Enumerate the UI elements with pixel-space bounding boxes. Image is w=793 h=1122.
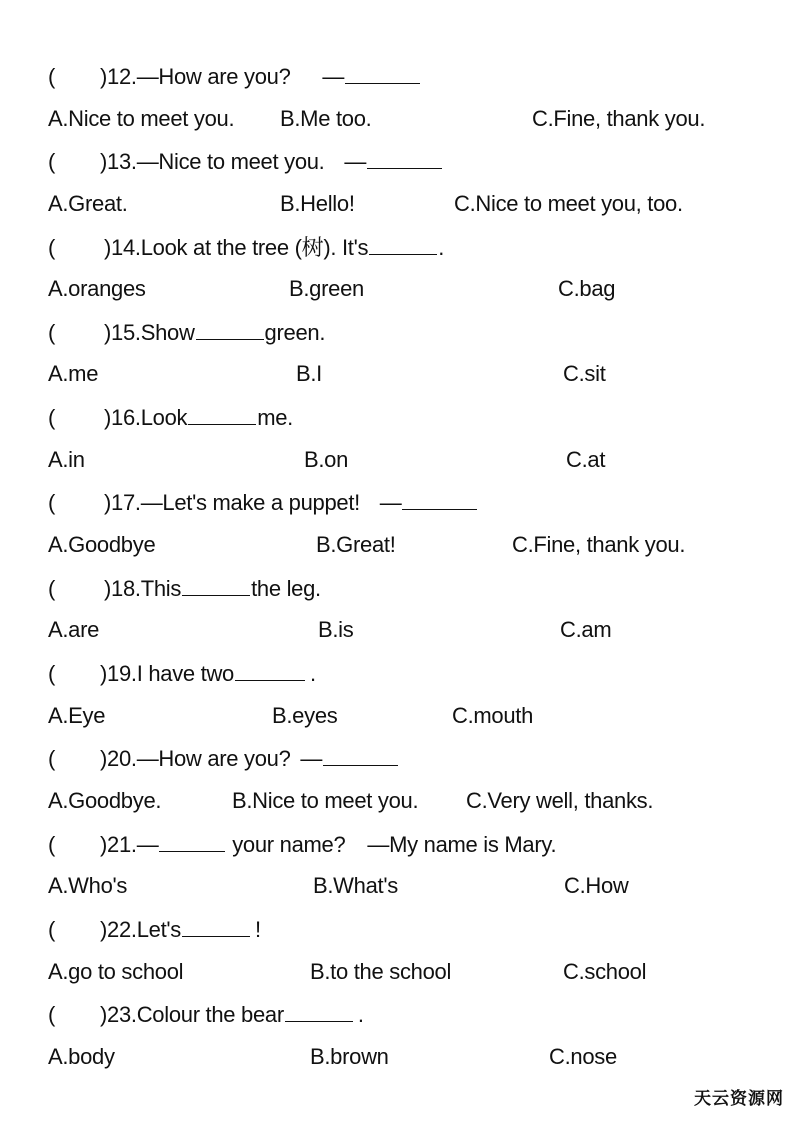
answer-blank[interactable]: [159, 829, 225, 852]
after-blank-text: your name?: [232, 832, 346, 857]
answer-paren[interactable]: (: [48, 576, 56, 601]
dash: —: [300, 746, 323, 771]
after-blank-text: !: [255, 917, 261, 942]
question-text: )18.This: [104, 576, 182, 601]
site-watermark: 天云资源网: [694, 1089, 784, 1109]
question-text: )23.Colour the bear: [100, 1002, 284, 1027]
options-19: [48, 701, 748, 731]
answer-paren[interactable]: (: [48, 149, 56, 174]
dash: —: [379, 490, 402, 515]
option-b[interactable]: B.Hello!: [280, 191, 355, 216]
option-c[interactable]: C.school: [563, 959, 647, 984]
option-a[interactable]: A.Great.: [48, 191, 128, 216]
answer-paren[interactable]: (: [48, 746, 56, 771]
option-b[interactable]: B.Me too.: [280, 106, 372, 131]
answer-paren[interactable]: (: [48, 405, 56, 430]
options-15: [48, 359, 748, 389]
option-a[interactable]: A.are: [48, 617, 100, 642]
question-text: )13.—Nice to meet you.: [100, 149, 325, 174]
answer-blank[interactable]: [285, 999, 353, 1022]
question-12: [48, 61, 421, 91]
answer-paren[interactable]: (: [48, 1002, 56, 1027]
question-text: )20.—How are you?: [100, 746, 291, 771]
question-16: [48, 402, 293, 432]
options-18: [48, 615, 748, 645]
answer-paren[interactable]: (: [48, 832, 56, 857]
option-c[interactable]: C.How: [564, 873, 629, 898]
question-23: [48, 999, 364, 1029]
option-c[interactable]: C.Fine, thank you.: [512, 532, 686, 557]
dash: —: [322, 64, 345, 89]
answer-text: —My name is Mary.: [367, 832, 557, 857]
option-b[interactable]: B.on: [304, 447, 349, 472]
option-c[interactable]: C.mouth: [452, 703, 534, 728]
answer-blank[interactable]: [323, 743, 398, 766]
option-a[interactable]: A.body: [48, 1044, 115, 1069]
options-17: [48, 530, 748, 560]
question-22: [48, 914, 261, 944]
answer-paren[interactable]: (: [48, 490, 56, 515]
question-text: )12.—How are you?: [100, 64, 291, 89]
question-13: [48, 146, 443, 176]
option-a[interactable]: A.oranges: [48, 276, 146, 301]
after-blank-text: green.: [264, 320, 326, 345]
question-text: )15.Show: [104, 320, 195, 345]
after-blank-text: the leg.: [251, 576, 321, 601]
options-20: [48, 786, 748, 816]
options-23: [48, 1042, 748, 1072]
option-b[interactable]: B.Great!: [316, 532, 396, 557]
option-a[interactable]: A.Eye: [48, 703, 106, 728]
question-text: )22.Let's: [100, 917, 181, 942]
option-b[interactable]: B.What's: [313, 873, 398, 898]
answer-paren[interactable]: (: [48, 661, 56, 686]
options-22: [48, 957, 748, 987]
answer-blank[interactable]: [196, 317, 264, 340]
question-text: )16.Look: [104, 405, 188, 430]
option-b[interactable]: B.Nice to meet you.: [232, 788, 419, 813]
answer-blank[interactable]: [345, 61, 420, 84]
question-18: [48, 573, 321, 603]
option-b[interactable]: B.I: [296, 361, 322, 386]
option-c[interactable]: C.bag: [558, 276, 616, 301]
after-blank-text: .: [357, 1002, 364, 1027]
option-c[interactable]: C.Nice to meet you, too.: [454, 191, 683, 216]
option-a[interactable]: A.go to school: [48, 959, 184, 984]
answer-paren[interactable]: (: [48, 235, 56, 260]
question-20: [48, 743, 399, 773]
option-c[interactable]: C.sit: [563, 361, 606, 386]
after-blank-text: .: [310, 661, 316, 686]
question-15: [48, 317, 325, 347]
options-12: [48, 104, 748, 134]
option-c[interactable]: C.am: [560, 617, 612, 642]
option-a[interactable]: A.Goodbye.: [48, 788, 162, 813]
answer-blank[interactable]: [369, 232, 437, 255]
option-a[interactable]: A.Who's: [48, 873, 128, 898]
question-14: [48, 232, 444, 262]
option-c[interactable]: C.at: [566, 447, 606, 472]
answer-blank[interactable]: [188, 402, 256, 425]
answer-blank[interactable]: [235, 658, 305, 681]
option-a[interactable]: A.me: [48, 361, 99, 386]
option-b[interactable]: B.green: [289, 276, 364, 301]
question-21: [48, 829, 556, 859]
question-text: )21.—: [100, 832, 159, 857]
question-text: )19.I have two: [100, 661, 234, 686]
option-c[interactable]: C.Very well, thanks.: [466, 788, 654, 813]
options-13: [48, 189, 748, 219]
answer-blank[interactable]: [182, 573, 250, 596]
answer-blank[interactable]: [182, 914, 250, 937]
option-a[interactable]: A.Goodbye: [48, 532, 156, 557]
options-21: [48, 871, 748, 901]
after-blank-text: .: [438, 235, 445, 260]
answer-paren[interactable]: (: [48, 917, 56, 942]
options-16: [48, 445, 748, 475]
question-text: )14.Look at the tree (树). It's: [104, 235, 369, 260]
answer-blank[interactable]: [367, 146, 442, 169]
dash: —: [344, 149, 367, 174]
option-b[interactable]: B.is: [318, 617, 354, 642]
option-b[interactable]: B.eyes: [272, 703, 338, 728]
option-c[interactable]: C.Fine, thank you.: [532, 106, 706, 131]
after-blank-text: me.: [257, 405, 293, 430]
question-17: [48, 487, 478, 517]
answer-blank[interactable]: [402, 487, 477, 510]
option-b[interactable]: B.brown: [310, 1044, 389, 1069]
answer-paren[interactable]: (: [48, 64, 56, 89]
option-a[interactable]: A.Nice to meet you.: [48, 106, 235, 131]
question-text: )17.—Let's make a puppet!: [104, 490, 360, 515]
answer-paren[interactable]: (: [48, 320, 56, 345]
option-a[interactable]: A.in: [48, 447, 85, 472]
question-19: [48, 658, 316, 688]
option-c[interactable]: C.nose: [549, 1044, 617, 1069]
options-14: [48, 274, 748, 304]
option-b[interactable]: B.to the school: [310, 959, 452, 984]
